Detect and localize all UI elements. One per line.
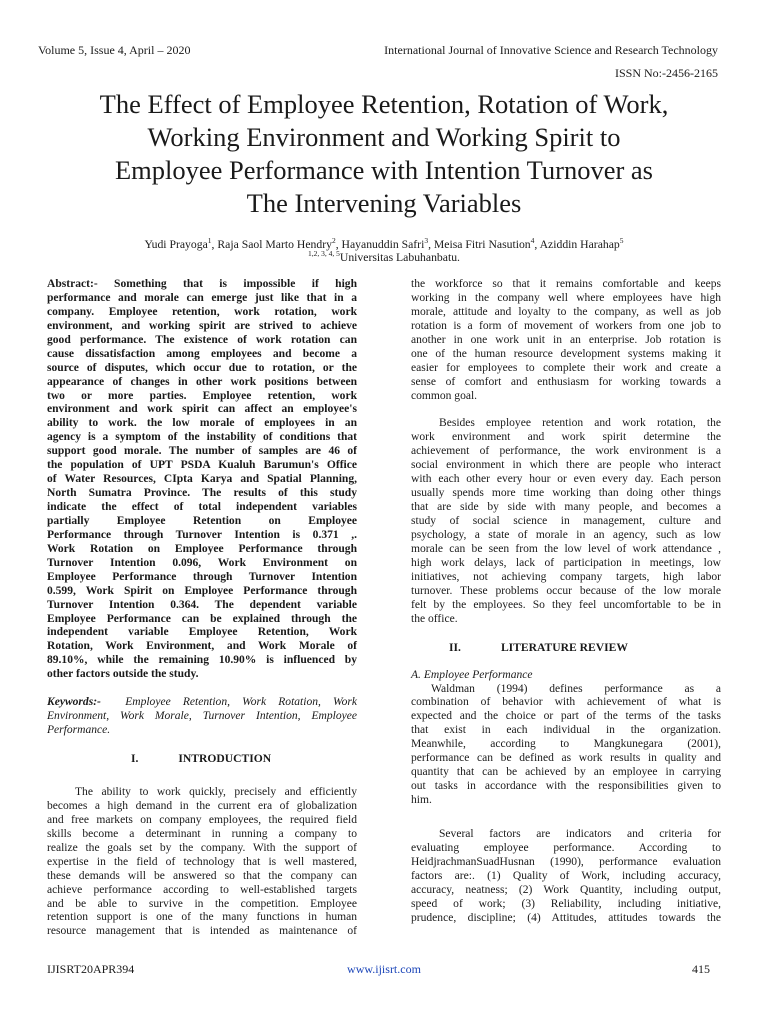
body-line: one of the human resource development systems making it bbox=[411, 347, 721, 360]
abstract-line: source of disputes, which occur due to rotation, or the bbox=[47, 361, 357, 374]
intro-line: The ability to work quickly, precisely and efficiently bbox=[75, 786, 357, 798]
abstract-line: good performance. The existence of work rotation can bbox=[47, 333, 357, 346]
body-line: rotation is a form of movement of workers from one job to bbox=[411, 319, 721, 332]
body-line: social environment in which there are people who interact bbox=[411, 459, 721, 472]
paper-title bbox=[30, 88, 738, 220]
affiliation bbox=[20, 246, 748, 265]
spacer bbox=[411, 808, 721, 828]
abstract-line: Employee Performance can be explained through the bbox=[47, 612, 357, 625]
intro-line: becomes a high demand in the current era of globalization bbox=[47, 799, 357, 812]
body-line: felt by the employees. So they feel uncomfortable to be in bbox=[411, 598, 721, 611]
abstract-line: support good morale. The number of samples are 46 of bbox=[47, 445, 357, 458]
body-line: Waldman (1994) defines performance as a bbox=[431, 682, 721, 695]
author-sup: 5 bbox=[619, 236, 624, 245]
body-line: usually spends more time working than doing other things bbox=[411, 487, 721, 500]
body-line: sense of comfort and enthusiasm for working towards a bbox=[411, 375, 721, 388]
keywords-line: Performance. bbox=[47, 724, 111, 737]
title-line: Employee Performance with Intention Turnover as bbox=[115, 155, 653, 185]
body-line: him. bbox=[411, 794, 432, 806]
body-line: performance can be defined as work results in quality and bbox=[411, 752, 721, 765]
intro-line: and be able to survive in the competition. Employee bbox=[47, 897, 357, 910]
body-line: expected and the choice or part of the terms of the tasks bbox=[411, 710, 721, 723]
abstract-line: two or more parties. Employee retention, work bbox=[47, 389, 357, 402]
abstract-line: partially Employee Retention on Employee bbox=[47, 514, 357, 527]
body-line: high work delays, lack of participation in meetings, low bbox=[411, 556, 721, 569]
body-line: achievement of performance, the work environment is a bbox=[411, 445, 721, 458]
abstract-line: environment, and working spirit are strived to achieve bbox=[47, 319, 357, 332]
abstract-line: Abstract:- Something that is impossible if high bbox=[47, 278, 357, 290]
author-name: Raja Saol Marto Hendry bbox=[217, 237, 332, 251]
keywords-text: Employee Retention, Work Rotation, Work bbox=[125, 696, 357, 709]
abstract-line: Performance through Turnover Intention is 0.371 ,. bbox=[47, 528, 357, 541]
affiliation-sup: 1,2, 3, 4, 5 bbox=[308, 249, 340, 258]
abstract-line: performance and morale can emerge just like that in a bbox=[47, 291, 357, 304]
abstract-line: Employee Performance through Turnover Intention bbox=[47, 570, 357, 583]
paragraph bbox=[411, 683, 721, 808]
title-line: The Intervening Variables bbox=[246, 188, 522, 218]
abstract-line: cause dissatisfaction among employees and become a bbox=[47, 347, 357, 360]
author-list: Yudi Prayoga$^1$, Raja Saol Marto Hendry$^2$, Hayanuddin Safri$^3$, Meisa Fitri Nasution$^4$, Aziddin Harahap$^5$ bbox=[144, 236, 624, 251]
keywords-line: Environment, Work Morale, Turnover Intention, Employee bbox=[47, 710, 357, 723]
abstract-line: indicate the effect of total independent variables bbox=[47, 501, 357, 513]
intro-line: realize the goals set by the company. With the support of bbox=[47, 841, 357, 854]
abstract-line: the population of UPT PSDA Kualuh Barumun's Office bbox=[47, 459, 357, 472]
right-column bbox=[411, 278, 721, 926]
author-name: Meisa Fitri Nasution bbox=[433, 237, 531, 251]
keywords bbox=[47, 696, 357, 738]
abstract-line: Turnover Intention 0.096, Work Environment on bbox=[47, 556, 357, 569]
intro-line: skills become a determinant in running a company to bbox=[47, 827, 357, 840]
abstract-line: of Water Resources, CIpta Karya and Spatial Planning, bbox=[47, 473, 357, 486]
body-line: the office. bbox=[411, 612, 458, 625]
body-line: Besides employee retention and work rotation, the bbox=[439, 417, 721, 430]
author-sup: 2 bbox=[331, 236, 336, 245]
intro-line: and free markets on company employees, the required field bbox=[47, 813, 357, 826]
intro-line: resource management that is intended as maintenance of bbox=[47, 925, 357, 938]
body-line: with each other every hour or even every day. Each person bbox=[411, 473, 721, 486]
spacer bbox=[411, 627, 721, 641]
abstract-line: company. Employee retention, work rotation, work bbox=[47, 305, 357, 318]
spacer bbox=[47, 766, 357, 786]
spacer bbox=[47, 682, 357, 696]
running-header-issn: ISSN No:-2456-2165 bbox=[614, 66, 718, 80]
abstract-line: agency is a symptom of the instability of conditions that bbox=[47, 431, 357, 444]
body-line: that exist in each individual in the organization. bbox=[411, 724, 721, 737]
paragraph bbox=[411, 278, 721, 403]
abstract-line: environment and work spirit can affect an employee's bbox=[47, 403, 357, 416]
section-title: INTRODUCTION bbox=[178, 752, 272, 765]
abstract-line: Rotation, Work Environment, and Work Morale of bbox=[47, 640, 357, 653]
body-line: turnover. These problems occur because of the low morale bbox=[411, 584, 721, 597]
section-number: I. bbox=[131, 752, 139, 765]
body-line: Several factors are indicators and criteria for bbox=[439, 827, 721, 840]
abstract bbox=[47, 278, 357, 682]
section-number: II. bbox=[449, 640, 461, 654]
abstract-line: North Sumatra Province. The results of this study bbox=[47, 487, 357, 500]
abstract-line: 0.599, Work Spirit on Employee Performance through bbox=[47, 584, 357, 597]
body-line: HeidjrachmanSuadHusnan (1990), performance evaluation bbox=[411, 855, 721, 868]
author-name: Hayanuddin Safri bbox=[341, 237, 425, 251]
left-column bbox=[47, 278, 357, 939]
running-header-journal: International Journal of Innovative Science and Research Technology bbox=[384, 43, 718, 57]
body-line: combination of behavior with achievement of what is bbox=[411, 696, 721, 709]
footer-url[interactable]: www.ijisrt.com bbox=[347, 962, 421, 976]
author-sup: 3 bbox=[424, 236, 429, 245]
abstract-line: 89.10%, while the remaining 10.90% is influenced by bbox=[47, 654, 357, 667]
section-heading-literature-review bbox=[411, 641, 721, 655]
body-line: working in the company well where employees have high bbox=[411, 291, 721, 304]
title-line: The Effect of Employee Retention, Rotation of Work, bbox=[99, 89, 669, 119]
section-title: LITERATURE REVIEW bbox=[500, 640, 628, 654]
abstract-line: independent variable Employee Retention, Work bbox=[47, 626, 357, 639]
abstract-line: Work Rotation on Employee Performance through bbox=[47, 542, 357, 555]
body-line: that are side by side with many people, and becomes a bbox=[411, 501, 721, 514]
body-line: speed of work; (3) Reliability, including initiative, bbox=[411, 897, 721, 910]
author-name: Aziddin Harahap bbox=[539, 237, 620, 251]
title-line: Working Environment and Working Spirit to bbox=[147, 122, 621, 152]
body-line: factors are:. (1) Quality of Work, including accuracy, bbox=[411, 869, 721, 882]
intro-line: these demands will be answered so that the company can bbox=[47, 869, 357, 882]
footer-paper-id: IJISRT20APR394 bbox=[47, 962, 135, 976]
footer-url-link bbox=[0, 962, 768, 977]
body-line: morale, attitude and loyalty to the company, as well as job bbox=[411, 305, 721, 318]
abstract-line: appearance of changes in other work positions between bbox=[47, 375, 357, 388]
spacer bbox=[411, 655, 721, 669]
spacer bbox=[411, 403, 721, 417]
body-line: initiatives, not achieving company targets, high labor bbox=[411, 570, 721, 583]
author-sup: 1 bbox=[207, 236, 212, 245]
body-line: Meanwhile, according to Mangkunegara (2001), bbox=[411, 738, 721, 751]
running-header-volume: Volume 5, Issue 4, April – 2020 bbox=[38, 43, 191, 57]
body-line: accuracy, neatness; (2) Work Quantity, including output, bbox=[411, 883, 721, 896]
intro-line: achieve performance according to well-established targets bbox=[47, 883, 357, 896]
subsection-heading: A. Employee Performance bbox=[411, 668, 533, 681]
abstract-line: ability to work. the low morale of employees in an bbox=[47, 417, 357, 430]
body-line: another in one work unit in an enterprise. Job rotation is bbox=[411, 333, 721, 346]
body-line: psychology, a state of morale in an agency, such as low bbox=[411, 528, 721, 541]
body-line: the workforce so that it remains comfortable and keeps bbox=[411, 278, 721, 290]
intro-line: expertise in the field of technology that is well mastered, bbox=[47, 855, 357, 868]
body-line: work environment and work spirit determine the bbox=[411, 431, 721, 444]
author-sup: 4 bbox=[530, 236, 535, 245]
body-line: easier for employees to complete their work and create a bbox=[411, 361, 721, 374]
body-line: study of social science in management, culture and bbox=[411, 515, 721, 527]
footer-page-number: 415 bbox=[692, 962, 710, 976]
abstract-line: other factors outside the study. bbox=[47, 668, 199, 681]
author-name: Yudi Prayoga bbox=[144, 237, 208, 251]
spacer bbox=[47, 738, 357, 752]
intro-line: retention support is one of the many functions in human bbox=[47, 911, 357, 924]
keywords-label: Keywords:- bbox=[47, 696, 101, 709]
affiliation-name: Universitas Labuhanbatu. bbox=[339, 250, 460, 264]
section-heading-introduction bbox=[47, 752, 357, 766]
keywords-line bbox=[47, 696, 357, 710]
body-line: evaluating employee performance. According to bbox=[411, 841, 721, 854]
body-line: morale can be seen from the low level of work attendance , bbox=[411, 542, 721, 555]
paragraph bbox=[411, 417, 721, 626]
body-line: quantity that can be achieved by an employee in carrying bbox=[411, 766, 721, 779]
body-line: prudence, discipline; (4) Attitudes, attitudes towards the bbox=[411, 911, 721, 924]
abstract-line: Turnover Intention 0.364. The dependent variable bbox=[47, 598, 357, 611]
body-line: out tasks in accordance with the responsibilities given to bbox=[411, 780, 721, 793]
paragraph bbox=[411, 828, 721, 926]
intro-paragraph bbox=[47, 786, 357, 939]
body-line: common goal. bbox=[411, 389, 478, 402]
